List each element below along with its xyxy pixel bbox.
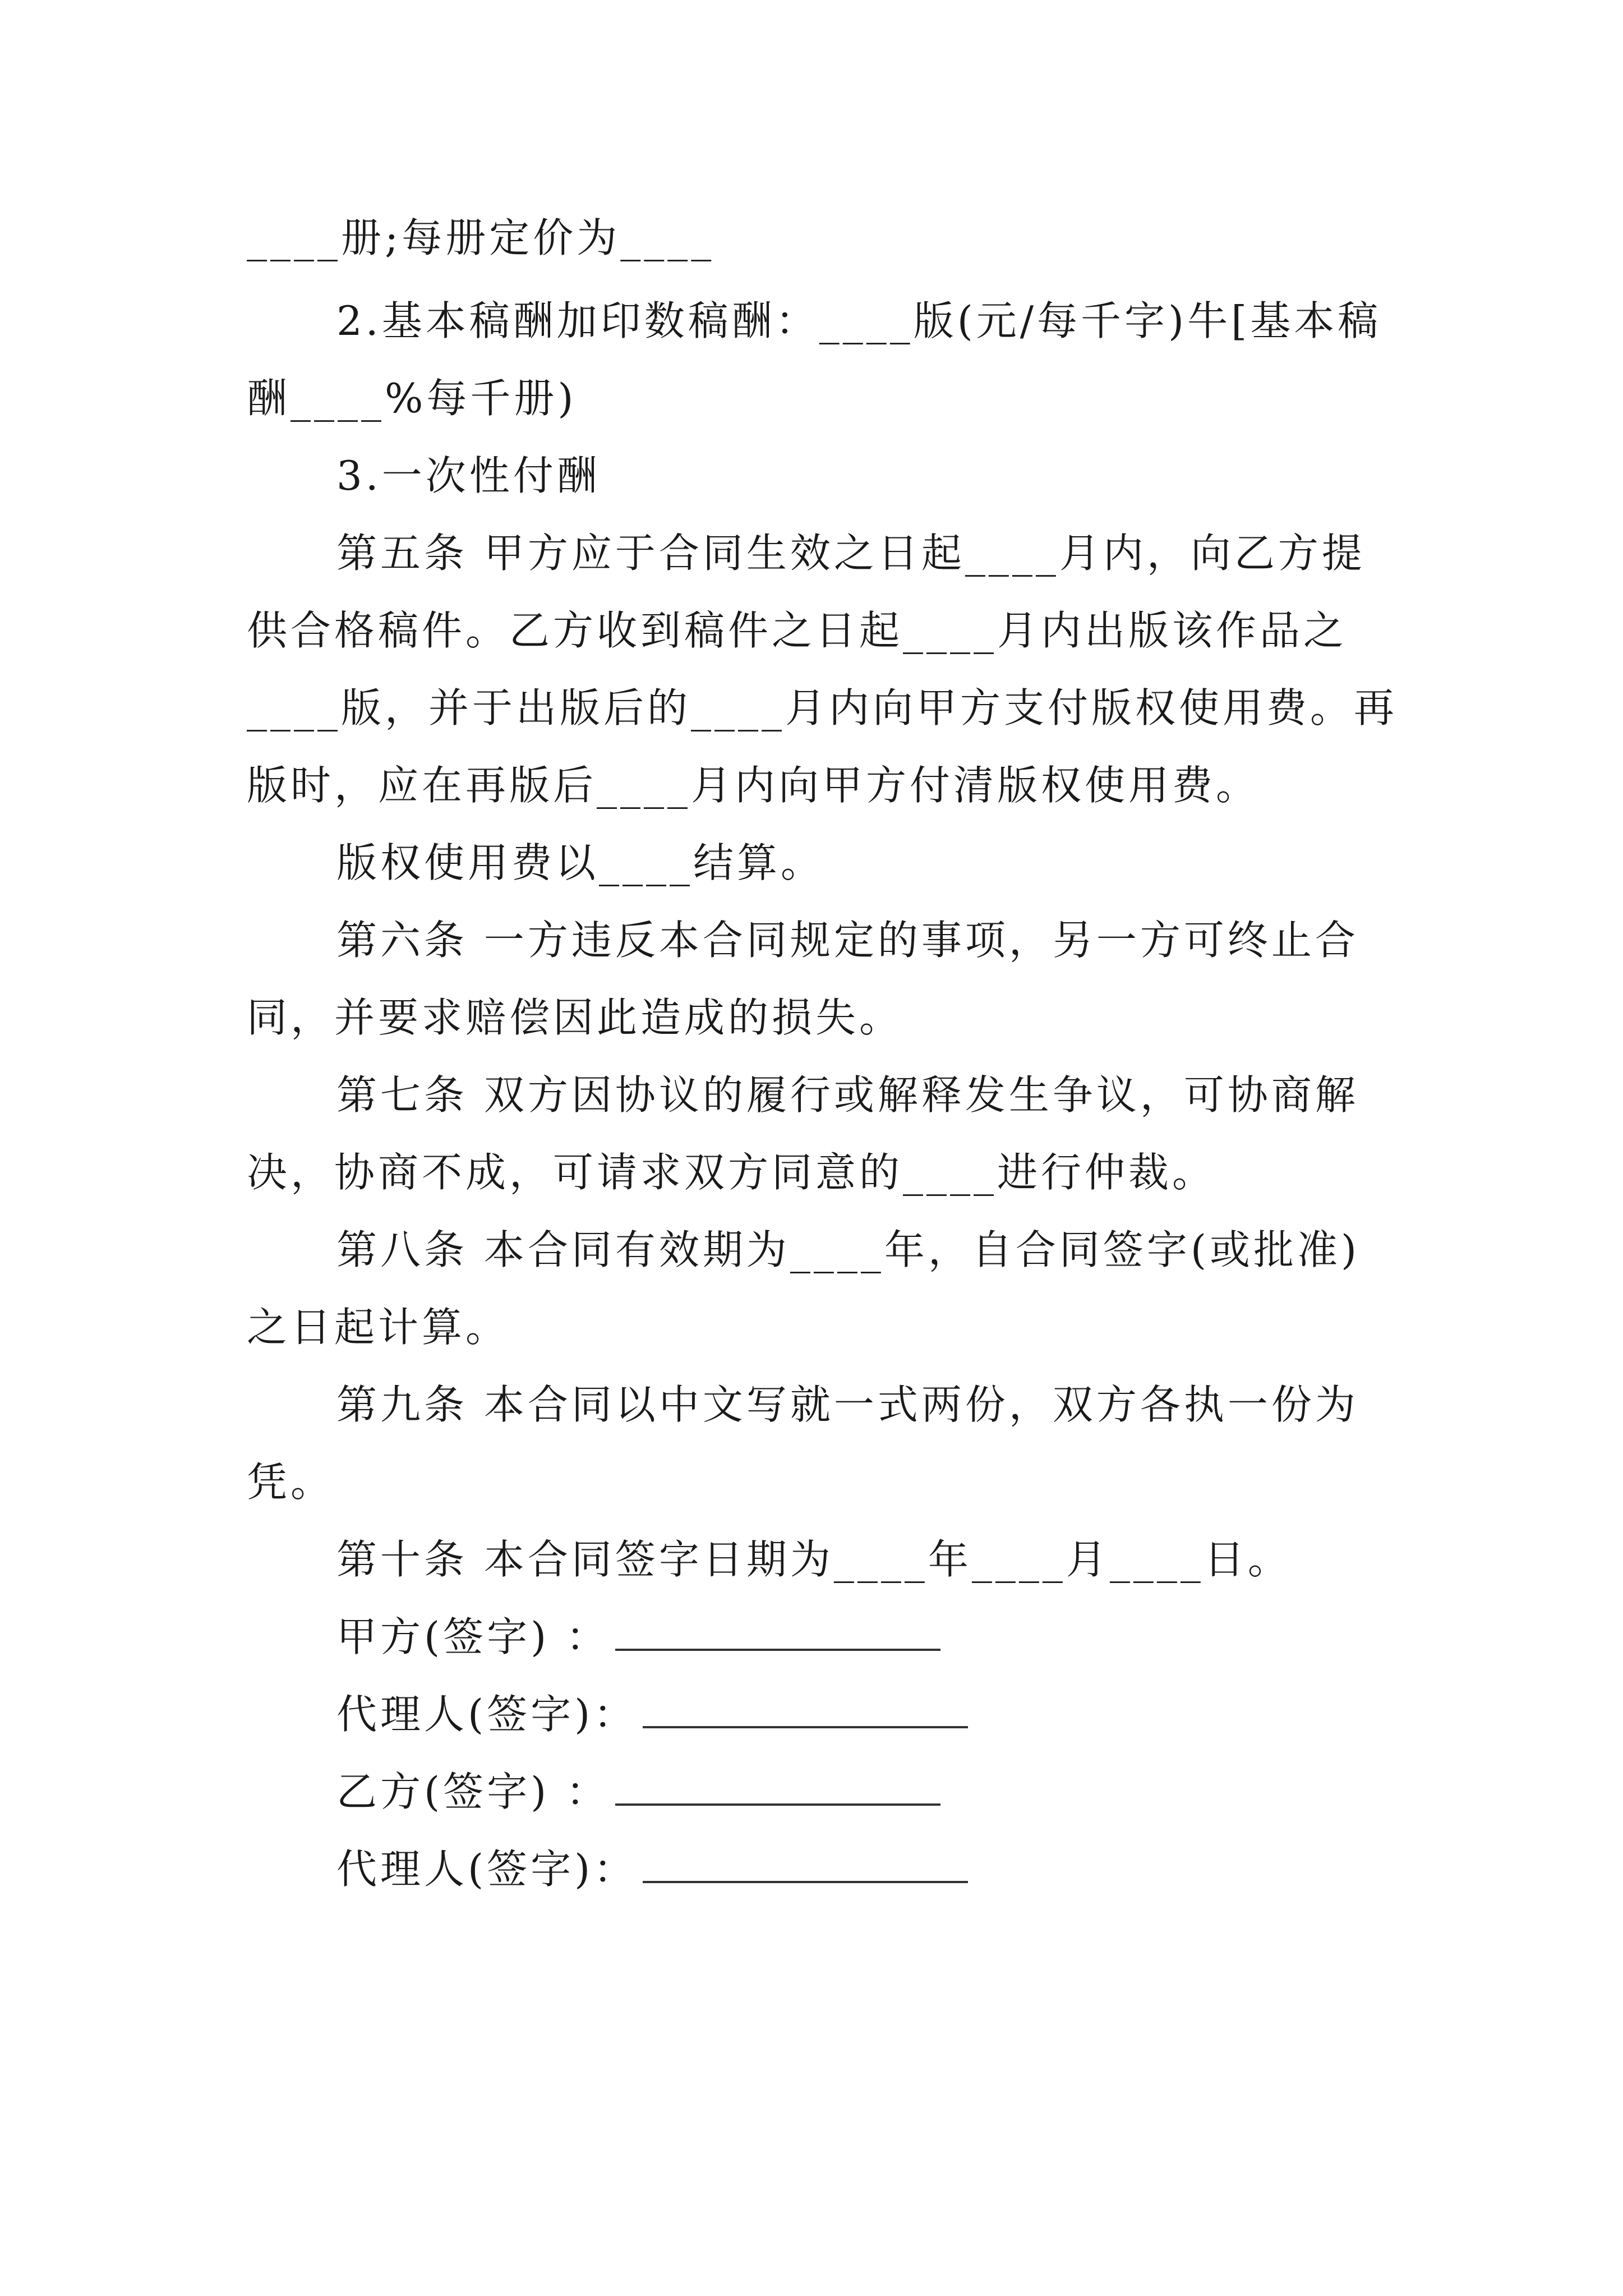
text-line: 同，并要求赔偿因此造成的损失。 xyxy=(247,994,903,1041)
text-line: 第十条 本合同签字日期为____年____月____日。 xyxy=(336,1536,1292,1583)
text-line: 凭。 xyxy=(247,1458,335,1506)
signature-field[interactable] xyxy=(615,1617,940,1651)
text-line: 3.一次性付酬 xyxy=(336,452,601,499)
text-line: 版时，应在再版后____月内向甲方付清版权使用费。 xyxy=(247,762,1260,809)
text-line: ____册;每册定价为____ xyxy=(247,214,715,261)
signature-label: 乙方(签字) ： xyxy=(336,1768,610,1815)
text-line: 第六条 一方违反本合同规定的事项，另一方可终止合 xyxy=(336,917,1359,964)
text-line: 决，协商不成，可请求双方同意的____进行仲裁。 xyxy=(247,1149,1216,1196)
text-line: ____版，并于出版后的____月内向甲方支付版权使用费。再 xyxy=(247,684,1398,731)
text-line: 第七条 双方因协议的履行或解释发生争议，可协商解 xyxy=(336,1071,1359,1119)
text-line: 供合格稿件。乙方收到稿件之日起____月内出版该作品之 xyxy=(247,607,1348,654)
text-line: 之日起计算。 xyxy=(247,1304,510,1351)
signature-label: 代理人(签字)： xyxy=(336,1691,638,1738)
signature-field[interactable] xyxy=(643,1695,968,1728)
signature-row-party-b xyxy=(336,1754,1391,1830)
text-line: 第五条 甲方应于合同生效之日起____月内，向乙方提 xyxy=(336,530,1366,577)
signature-row-agent-b xyxy=(336,1831,1391,1908)
signature-label: 甲方(签字) ： xyxy=(336,1613,610,1660)
text-line: 第八条 本合同有效期为____年，自合同签字(或批准) xyxy=(336,1226,1361,1273)
signature-field[interactable] xyxy=(615,1772,940,1806)
text-line: 酬____%每千册) xyxy=(247,375,577,422)
signature-field[interactable] xyxy=(643,1849,968,1883)
text-line: 第九条 本合同以中文写就一式两份，双方各执一份为 xyxy=(336,1381,1359,1428)
text-line: 2.基本稿酬加印数稿酬：____版(元/每千字)牛[基本稿 xyxy=(336,297,1382,344)
text-line: 版权使用费以____结算。 xyxy=(336,839,825,886)
signature-row-agent-a xyxy=(336,1676,1391,1753)
signature-row-party-a xyxy=(336,1599,1391,1676)
signature-label: 代理人(签字)： xyxy=(336,1846,638,1893)
